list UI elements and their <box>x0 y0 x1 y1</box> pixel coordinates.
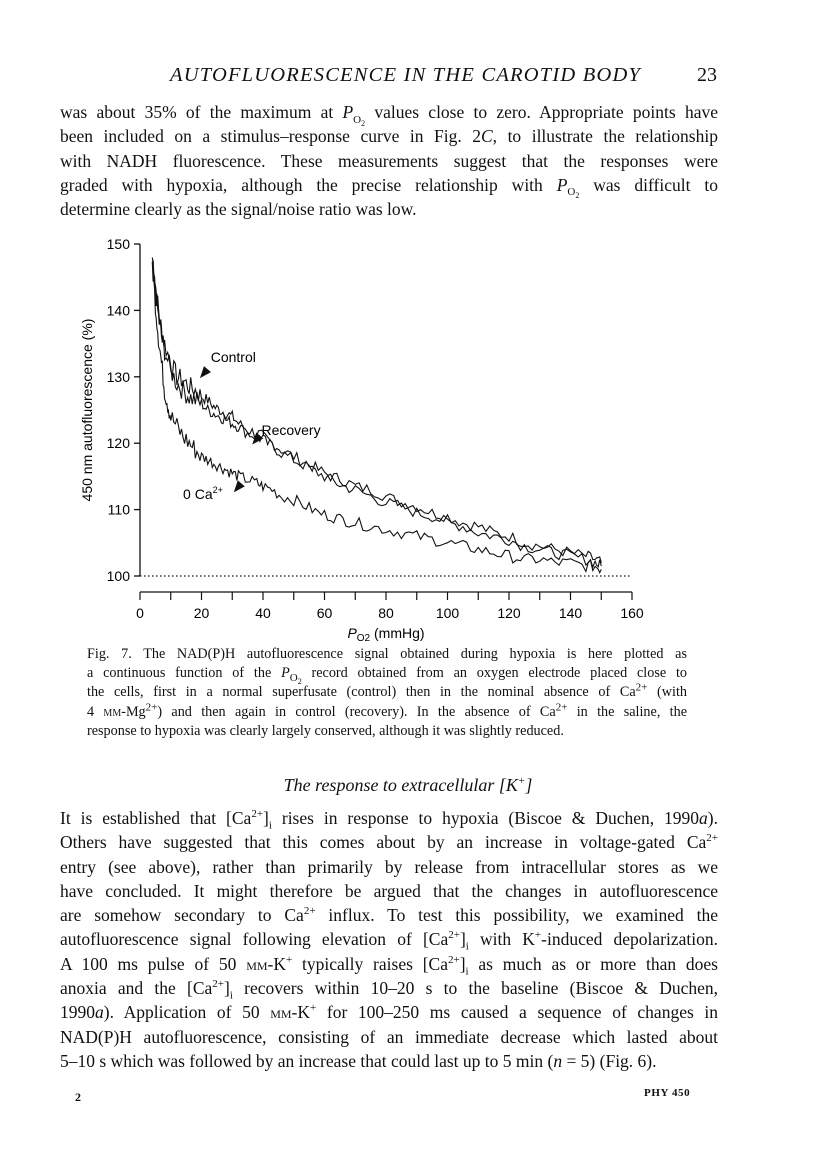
x-tick-label: 160 <box>620 605 644 621</box>
y-tick-label: 100 <box>106 568 130 584</box>
running-header <box>0 64 816 90</box>
y-tick-label: 110 <box>107 501 130 518</box>
body-paragraph-line: autofluorescence signal following elevation of $[Ca^{2+}]_i$ with K+-induced depolarization. <box>60 929 719 953</box>
intro-paragraph-line: determine clearly as the signal/noise ratio was low. <box>60 199 417 220</box>
section-heading: The response to extracellular [K+] <box>283 775 533 795</box>
caption-line: Fig. 7. The NAD(P)H autofluorescence signal obtained during hypoxia is here plotted as <box>87 646 687 662</box>
intro-paragraph <box>60 100 718 221</box>
body-paragraph-line: entry (see above), rather than primarily by release from intracellular stores as we <box>60 856 718 877</box>
intro-paragraph-line: graded with hypoxia, although the precise relationship with $P_{O_2}$ was difficult to <box>60 174 718 201</box>
caption-line: the cells, first in a normal superfusate (control) then in the nominal absence of $Ca^{2+}$ (with <box>87 681 687 701</box>
x-axis-label: $P_{O2}$ (mmHg) <box>347 625 425 644</box>
x-tick-label: 140 <box>558 605 583 621</box>
y-tick-label: 150 <box>106 236 130 252</box>
body-paragraph-line: 1990a). Application of 50 mm-K+ for 100–250 ms caused a sequence of changes in <box>60 1002 719 1023</box>
x-tick-label: 80 <box>378 605 394 621</box>
x-tick-label: 60 <box>316 605 333 621</box>
figure-7 <box>72 228 672 648</box>
body-paragraph-line: A 100 ms pulse of 50 mm-K+ typically raises $[Ca^{2+}]_i$ as much as or more than does <box>60 953 718 978</box>
body-paragraph-line: have concluded. It might therefore be argued that the changes in autofluorescence <box>60 880 718 901</box>
intro-paragraph-line: with NADH fluorescence. These measurements suggest that the responses were <box>60 150 718 171</box>
x-tick-label: 100 <box>435 605 460 621</box>
line-chart <box>72 228 672 648</box>
body-paragraph-line: It is established that $[Ca^{2+}]_i$ rises in response to hypoxia (Biscoe & Duchen, 1990a). <box>60 808 718 832</box>
page-number: 23 <box>697 64 717 86</box>
caption-line: 4 $mm-Mg^{2+}$) and then again in control (recovery). In the absence of $Ca^{2+}$ in the saline, the <box>87 700 688 720</box>
annotation-recovery: Recovery <box>261 422 321 439</box>
x-tick-label: 0 <box>136 605 144 621</box>
footer-code: PHY 450 <box>644 1087 691 1099</box>
y-tick-label: 130 <box>106 368 130 385</box>
caption-line: a continuous function of the $P_{O_2}$ record obtained from an oxygen electrode placed close to <box>87 665 687 687</box>
x-tick-label: 40 <box>255 605 271 621</box>
x-tick-label: 20 <box>193 605 210 621</box>
x-tick-label: 120 <box>497 605 521 621</box>
arrowhead-control <box>200 366 211 378</box>
y-tick-label: 120 <box>106 435 130 452</box>
annotation-zero-calcium: 0 $Ca^{2+}$ <box>183 484 223 502</box>
body-paragraph-line: NAD(P)H autofluorescence, consisting of an immediate decrease which lasted about <box>60 1026 718 1047</box>
intro-paragraph-line: been included on a stimulus–response curve in Fig. 2C, to illustrate the relationship <box>60 126 718 147</box>
annotation-control: Control <box>210 349 256 366</box>
series-0-trace <box>152 258 601 563</box>
body-paragraph-line: 5–10 s which was followed by an increase that could last up to 5 min (n = 5) (Fig. 6). <box>60 1050 657 1071</box>
y-tick-label: 140 <box>106 302 130 319</box>
body-paragraph-line: Others have suggested that this comes about by an increase in voltage-gated $Ca^{2+}$ <box>60 832 718 853</box>
intro-paragraph-line: was about 35% of the maximum at $P_{O_2}$ values close to zero. Appropriate points have <box>60 102 718 128</box>
arrowhead-zero-calcium <box>234 480 245 492</box>
figure-caption <box>87 645 687 741</box>
caption-line: response to hypoxia was clearly largely conserved, although it was slightly reduced. <box>87 722 564 739</box>
running-title: AUTOFLUORESCENCE IN THE CAROTID BODY <box>170 64 642 86</box>
body-paragraph-line: anoxia and the $[Ca^{2+}]_i$ recovers within 10–20 s to the baseline (Biscoe & Duchen, <box>60 978 719 1002</box>
body-paragraph <box>60 806 718 1073</box>
footer-signature: 2 <box>75 1090 81 1104</box>
y-axis-label: 450 nm autofluorescence (%) <box>79 318 95 502</box>
body-paragraph-line: are somehow secondary to $Ca^{2+}$ influx. To test this possibility, we examined the <box>60 905 718 926</box>
